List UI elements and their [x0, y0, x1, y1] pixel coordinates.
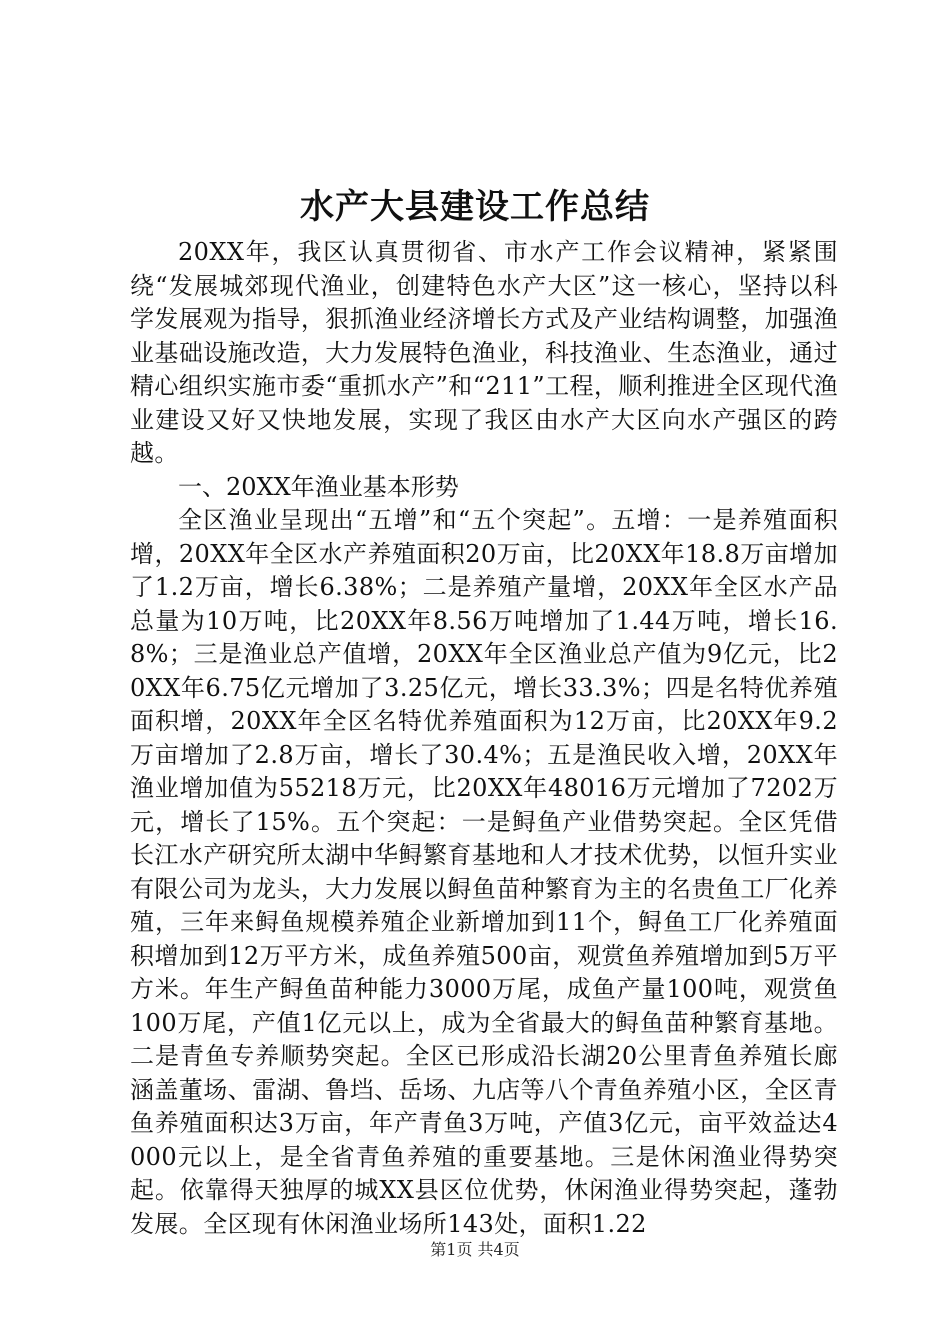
intro-paragraph: 20XX年，我区认真贯彻省、市水产工作会议精神，紧紧围绕“发展城郊现代渔业，创建特色水产大区”这一核心，坚持以科学发展观为指导，狠抓渔业经济增长方式及产业结构调整，加强渔业基础设施改造，大力发展特色渔业，科技渔业、生态渔业，通过精心组织实施市委“重抓水产”和“211”工程，顺利推进全区现代渔业建设又好又快地发展，实现了我区由水产大区向水产强区的跨越。: [130, 238, 838, 467]
document-title: 水产大县建设工作总结: [300, 187, 650, 227]
page-footer: 第1页 共4页: [430, 1240, 520, 1259]
section-heading: 一、20XX年渔业基本形势: [178, 472, 459, 501]
document-body: [130, 236, 838, 1241]
section-body-paragraph: 全区渔业呈现出“五增”和“五个突起”。五增：一是养殖面积增，20XX年全区水产养殖面积20万亩，比20XX年18.8万亩增加了1.2万亩，增长6.38%；二是养殖产量增，20XX年全区水产品总量为10万吨，比20XX年8.56万吨增加了1.44万吨，增长16.8%；三是渔业总产值增，20XX年全区渔业总产值为9亿元，比20XX年6.75亿元增加了3.25亿元，增长33.3%；四是名特优养殖面积增，20XX年全区名特优养殖面积为12万亩，比20XX年9.2万亩增加了2.8万亩，增长了30.4%；五是渔民收入增，20XX年渔业增加值为55218万元，比20XX年48016万元增加了7202万元，增长了15%。五个突起：一是鲟鱼产业借势突起。全区凭借长江水产研究所太湖中华鲟繁育基地和人才技术优势，以恒升实业有限公司为龙头，大力发展以鲟鱼苗种繁育为主的名贵鱼工厂化养殖，三年来鲟鱼规模养殖企业新增加到11个，鲟鱼工厂化养殖面积增加到12万平方米，成鱼养殖500亩，观赏鱼养殖增加到5万平方米。年生产鲟鱼苗种能力3000万尾，成鱼产量100吨，观赏鱼100万尾，产值1亿元以上，成为全省最大的鲟鱼苗种繁育基地。二是青鱼专养顺势突起。全区已形成沿长湖20公里青鱼养殖长廊涵盖董场、雷湖、鲁垱、岳场、九店等八个青鱼养殖小区，全区青鱼养殖面积达3万亩，年产青鱼3万吨，产值3亿元，亩平效益达4000元以上，是全省青鱼养殖的重要基地。三是休闲渔业得势突起。依靠得天独厚的城XX县区位优势，休闲渔业得势突起，蓬勃发展。全区现有休闲渔业场所143处，面积1.22: [130, 506, 838, 1238]
